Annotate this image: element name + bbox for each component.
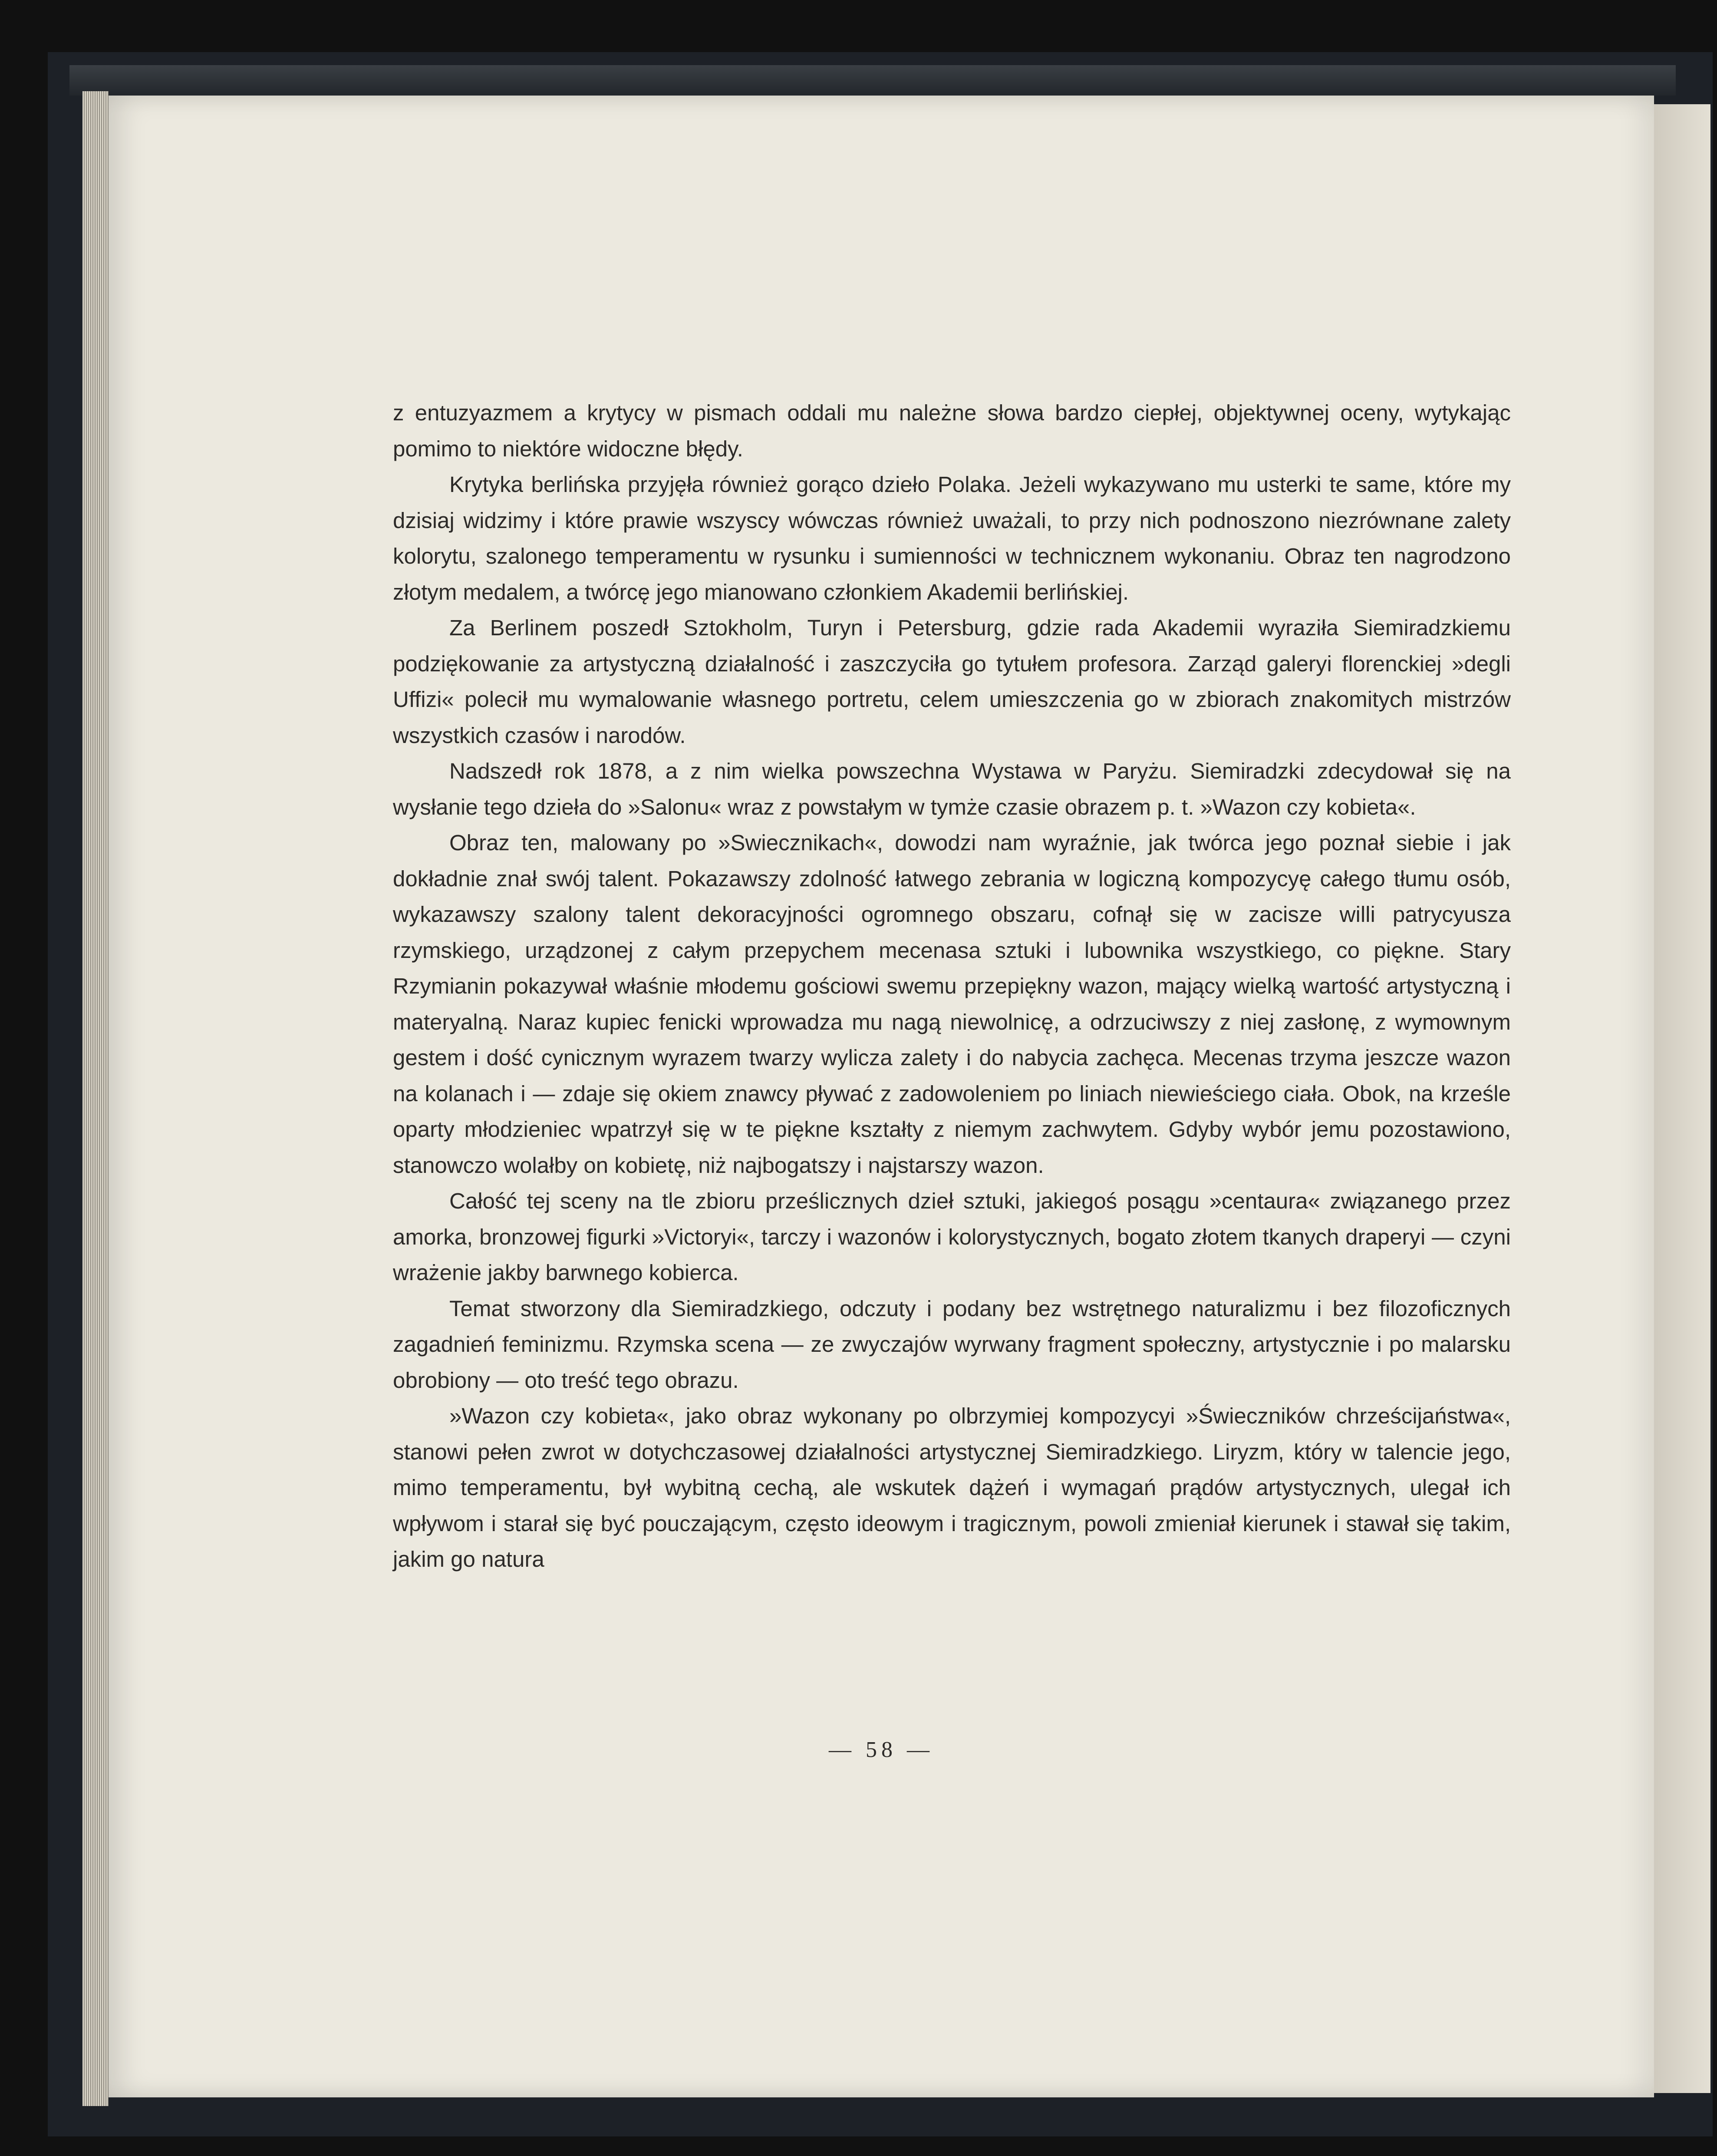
paragraph: Za Berlinem poszedł Sztokholm, Turyn i Petersburg, gdzie rada Akademii wyraziła Siemiradzkiemu podziękowanie za artystyczną działalność i zaszczyciła go tytułem profesora. Zarząd galeryi florenckiej »degli Uffizi« polecił mu wymalowanie własnego portretu, celem umieszczenia go w zbiorach znakomitych mistrzów wszystkich czasów i narodów. <box>393 615 1511 748</box>
book-spine-edge <box>69 65 1676 96</box>
paragraph: z entuzyazmem a krytycy w pismach oddali mu należne słowa bardzo ciepłej, objektywnej oceny, wytykając pomimo to niektóre widoczne błędy. <box>393 400 1511 461</box>
facing-page-edge <box>1654 104 1710 2093</box>
body-text <box>393 395 1511 1578</box>
paragraph: Całość tej sceny na tle zbioru prześlicznych dzieł sztuki, jakiegoś posągu »centaura« związanego przez amorka, bronzowej figurki »Victoryi«, tarczy i wazonów i kolorystycznych, bogato złotem tkanych draperyi — czyni wrażenie jakby barwnego kobierca. <box>393 1189 1511 1285</box>
page-stack-edges <box>82 91 109 2106</box>
paragraph: Temat stworzony dla Siemiradzkiego, odczuty i podany bez wstrętnego naturalizmu i bez filozoficznych zagadnień feminizmu. Rzymska scena — ze zwyczajów wyrwany fragment społeczny, artystycznie i po malarsku obrobiony — oto treść tego obrazu. <box>393 1296 1511 1393</box>
page-number: — 58 — <box>829 1737 934 1762</box>
paragraph: Nadszedł rok 1878, a z nim wielka powszechna Wystawa w Paryżu. Siemiradzki zdecydował się na wysłanie tego dzieła do »Salonu« wraz z powstałym w tymże czasie obrazem p. t. »Wazon czy kobieta«. <box>393 759 1511 819</box>
paragraph: Obraz ten, malowany po »Swiecznikach«, dowodzi nam wyraźnie, jak twórca jego poznał siebie i jak dokładnie znał swój talent. Pokazawszy zdolność łatwego zebrania w logiczną kompozycyę całego tłumu osób, wykazawszy szalony talent dekoracyjności ogromnego obszaru, cofnął się w zacisze willi patrycyusza rzymskiego, urządzonej z całym przepychem mecenasa sztuki i lubownika wszystkiego, co piękne. Stary Rzymianin pokazywał właśnie młodemu gościowi swemu przepiękny wazon, mający wielką wartość artystyczną i materyalną. Naraz kupiec fenicki wprowadza mu nagą niewolnicę, a odrzuciwszy z niej zasłonę, z wymownym gestem i dość cynicznym wyrazem twarzy wylicza zalety i do nabycia zachęca. Mecenas trzyma jeszcze wazon na kolanach i — zdaje się okiem znawcy pływać z zadowoleniem po liniach niewieściego ciała. Obok, na krześle oparty młodzieniec wpatrzył się w te piękne kształty z niemym zachwytem. Gdyby wybór jemu pozostawiono, stanowczo wolałby on kobietę, niż najbogatszy i najstarszy wazon. <box>393 830 1511 1178</box>
paragraph: Krytyka berlińska przyjęła również gorąco dzieło Polaka. Jeżeli wykazywano mu usterki te same, które my dzisiaj widzimy i które prawie wszyscy wówczas również uważali, to przy nich podnoszono niezrównane zalety kolorytu, szalonego temperamentu w rysunku i sumienności w technicznem wykonaniu. Obraz ten nagrodzono złotym medalem, a twórcę jego mianowano członkiem Akademii berlińskiej. <box>393 472 1511 604</box>
paragraph: »Wazon czy kobieta«, jako obraz wykonany po olbrzymiej kompozycyi »Świeczników chrześcijaństwa«, stanowi pełen zwrot w dotychczasowej działalności artystycznej Siemiradzkiego. Liryzm, który w talencie jego, mimo temperamentu, był wybitną cechą, ale wskutek dążeń i wymagań prądów artystycznych, ulegał ich wpływom i starał się być pouczającym, często ideowym i tragicznym, powoli zmieniał kierunek i stawał się takim, jakim go natura <box>393 1403 1511 1572</box>
book-page <box>109 96 1654 2097</box>
